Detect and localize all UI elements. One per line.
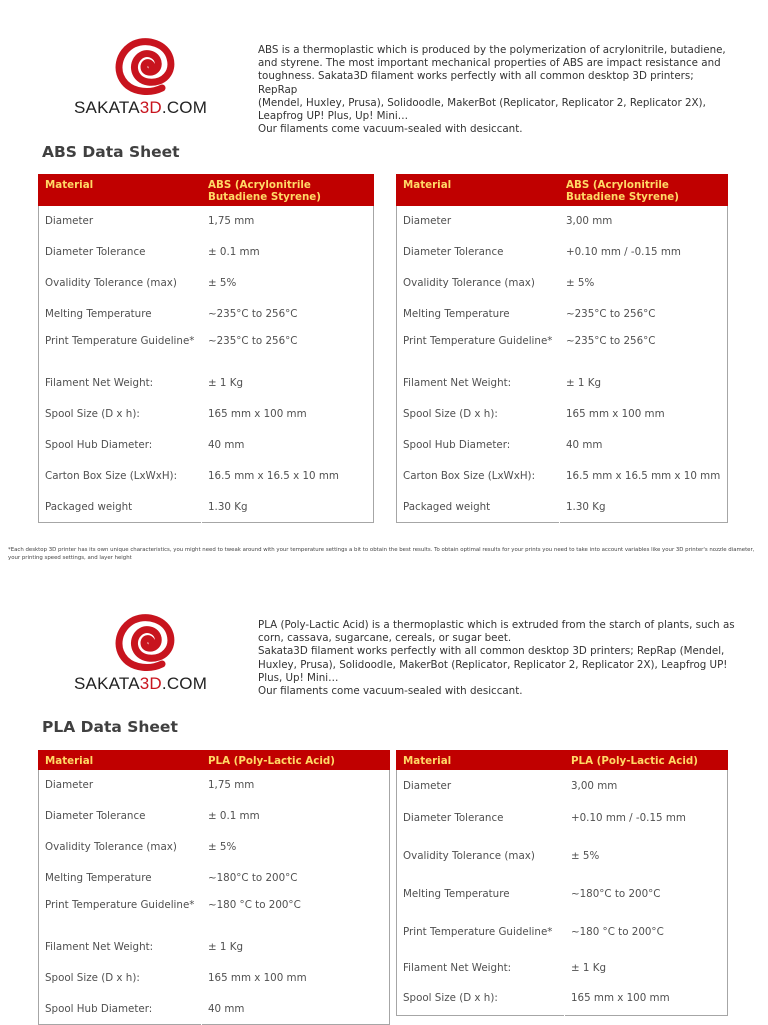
table-row <box>39 963 390 994</box>
property-value: 1,75 mm <box>208 779 255 792</box>
property-label: Diameter <box>397 206 560 237</box>
property-label: Ovalidity Tolerance (max) <box>397 268 560 299</box>
table-row <box>39 932 390 963</box>
property-label: Print Temperature Guideline* <box>39 894 202 932</box>
table-row <box>39 299 374 330</box>
property-label: Filament Net Weight: <box>39 368 202 399</box>
table-row <box>39 832 390 863</box>
property-value: ~235°C to 256°C <box>566 308 656 320</box>
table-row <box>397 834 728 878</box>
property-label: Diameter Tolerance <box>397 802 565 834</box>
property-value: ~180°C to 200°C <box>208 872 298 884</box>
pla-175-table <box>38 750 390 1025</box>
table-row <box>397 982 728 1016</box>
material-header: Material <box>397 751 565 770</box>
property-value: ± 1 Kg <box>208 377 244 389</box>
property-value: ~235°C to 256°C <box>566 334 656 347</box>
table-row <box>39 430 374 461</box>
property-label: Spool Size (D x h): <box>39 963 202 994</box>
table-row <box>397 206 728 237</box>
property-value: 165 mm x 100 mm <box>571 992 670 1005</box>
table-row <box>397 268 728 299</box>
property-label: Packaged weight <box>39 492 202 523</box>
property-label: Ovalidity Tolerance (max) <box>397 834 565 878</box>
property-value: 16.5 mm x 16.5 mm x 10 mm <box>566 470 721 482</box>
pla-300-table <box>396 750 728 1016</box>
table-row <box>39 863 390 894</box>
table-row <box>39 206 374 237</box>
table-row <box>39 461 374 492</box>
property-label: Melting Temperature <box>397 878 565 910</box>
property-label: Spool Size (D x h): <box>39 399 202 430</box>
property-label: Spool Size (D x h): <box>397 399 560 430</box>
property-value: ± 1 Kg <box>571 961 607 974</box>
table-row <box>397 878 728 910</box>
material-header: Material <box>39 175 202 206</box>
property-label: Packaged weight <box>397 492 560 523</box>
temperature-footnote: *Each desktop 3D printer has its own unique characteristics, you might need to tweak around with your temperature settings a bit to obtain the best results. To obtain optimal results for your prints you need to take into account variables like your 3D printer's nozzle diameter, your printing speed settings, and layer height <box>8 547 755 561</box>
property-value: ± 5% <box>566 277 595 289</box>
spiral-logo-icon <box>104 604 190 676</box>
property-label: Spool Hub Diameter: <box>39 430 202 461</box>
property-value: ~180 °C to 200°C <box>571 925 664 938</box>
table-row <box>39 894 390 932</box>
property-value: 3,00 mm <box>571 779 618 792</box>
table-header-row <box>39 751 390 770</box>
property-label: Print Temperature Guideline* <box>397 910 565 954</box>
material-value-header: PLA (Poly-Lactic Acid) <box>202 751 390 770</box>
table-row <box>39 399 374 430</box>
property-value: +0.10 mm / -0.15 mm <box>566 246 681 258</box>
property-value: 40 mm <box>208 439 245 451</box>
material-value-header: PLA (Poly-Lactic Acid) <box>565 751 728 770</box>
property-label: Filament Net Weight: <box>39 932 202 963</box>
property-label: Print Temperature Guideline* <box>397 330 560 368</box>
abs-300-table <box>396 174 728 523</box>
table-row <box>397 492 728 523</box>
table-row <box>397 461 728 492</box>
property-label: Diameter <box>397 770 565 802</box>
property-value: 165 mm x 100 mm <box>208 972 307 984</box>
sakata3d-logo <box>74 604 224 694</box>
table-row <box>39 801 390 832</box>
property-value: ± 0.1 mm <box>208 246 260 258</box>
table-row <box>39 268 374 299</box>
table-row <box>397 430 728 461</box>
table-row <box>397 802 728 834</box>
logo-wordmark: SAKATA3D.COM <box>74 674 208 693</box>
property-label: Diameter Tolerance <box>397 237 560 268</box>
property-value: +0.10 mm / -0.15 mm <box>571 811 686 824</box>
property-label: Diameter Tolerance <box>39 237 202 268</box>
property-label: Filament Net Weight: <box>397 368 560 399</box>
property-value: ~235°C to 256°C <box>208 308 298 320</box>
pla-section-title: PLA Data Sheet <box>42 718 178 736</box>
table-row <box>397 330 728 368</box>
property-label: Spool Hub Diameter: <box>39 994 202 1025</box>
pla-intro-text: PLA (Poly-Lactic Acid) is a thermoplastic which is extruded from the starch of plants, such as corn, cassava, sugarcane, cereals, or sugar beet. Sakata3D filament works perfectly with all common desktop 3D printers; RepRap (Mendel, Huxley, Prusa), Solidoodle, MakerBot (Replicator, Replicator 2, Replicator 2X), Leapfrog UP! Plus, Up! Mini… Our filaments come vacuum-sealed with desiccant. <box>258 619 735 698</box>
logo-wordmark: SAKATA3D.COM <box>74 98 208 117</box>
table-row <box>397 954 728 982</box>
property-label: Filament Net Weight: <box>397 954 565 982</box>
property-label: Ovalidity Tolerance (max) <box>39 832 202 863</box>
table-header-row <box>39 175 374 206</box>
property-label: Carton Box Size (LxWxH): <box>397 461 560 492</box>
property-label: Diameter <box>39 770 202 801</box>
abs-175-table <box>38 174 374 523</box>
property-value: ± 1 Kg <box>566 377 602 389</box>
table-row <box>397 299 728 330</box>
property-label: Diameter <box>39 206 202 237</box>
material-value-header: ABS (Acrylonitrile Butadiene Styrene) <box>560 175 728 206</box>
table-row <box>397 770 728 802</box>
property-value: ± 0.1 mm <box>208 810 260 822</box>
property-value: ~180 °C to 200°C <box>208 898 301 911</box>
property-value: 165 mm x 100 mm <box>208 408 307 420</box>
property-value: 1.30 Kg <box>208 500 248 513</box>
abs-section-title: ABS Data Sheet <box>42 143 180 161</box>
table-row <box>39 994 390 1025</box>
property-value: ± 5% <box>571 849 600 862</box>
property-label: Ovalidity Tolerance (max) <box>39 268 202 299</box>
spiral-logo-icon <box>104 28 190 100</box>
table-header-row <box>397 175 728 206</box>
property-label: Spool Size (D x h): <box>397 982 565 1016</box>
property-value: 1.30 Kg <box>566 500 606 513</box>
property-value: 1,75 mm <box>208 215 255 228</box>
property-value: ~235°C to 256°C <box>208 334 298 347</box>
table-row <box>39 237 374 268</box>
property-value: 165 mm x 100 mm <box>566 408 665 420</box>
property-value: ± 5% <box>208 841 237 853</box>
table-row <box>397 910 728 954</box>
material-value-header: ABS (Acrylonitrile Butadiene Styrene) <box>202 175 374 206</box>
property-value: 3,00 mm <box>566 215 613 228</box>
property-value: 16.5 mm x 16.5 x 10 mm <box>208 470 339 482</box>
property-label: Carton Box Size (LxWxH): <box>39 461 202 492</box>
table-row <box>397 399 728 430</box>
table-header-row <box>397 751 728 770</box>
property-label: Melting Temperature <box>39 299 202 330</box>
property-value: ~180°C to 200°C <box>571 887 661 900</box>
table-row <box>39 330 374 368</box>
property-value: ± 5% <box>208 277 237 289</box>
property-label: Diameter Tolerance <box>39 801 202 832</box>
table-row <box>397 237 728 268</box>
property-label: Print Temperature Guideline* <box>39 330 202 368</box>
table-row <box>39 770 390 801</box>
table-row <box>39 368 374 399</box>
sakata3d-logo <box>74 28 224 118</box>
property-value: 40 mm <box>566 439 603 451</box>
property-label: Spool Hub Diameter: <box>397 430 560 461</box>
table-row <box>39 492 374 523</box>
abs-intro-text: ABS is a thermoplastic which is produced by the polymerization of acrylonitrile, butadiene, and styrene. The most important mechanical properties of ABS are impact resistance and toughness. Sakata3D filament works perfectly with all common desktop 3D printers; RepRap (Mendel, Huxley, Prusa), Solidoodle, MakerBot (Replicator, Replicator 2, Replicator 2X), Leapfrog UP! Plus, Up! Mini… Our filaments come vacuum-sealed with desiccant. <box>258 44 726 136</box>
property-label: Melting Temperature <box>39 863 202 894</box>
property-value: ± 1 Kg <box>208 941 244 953</box>
material-header: Material <box>39 751 202 770</box>
property-label: Melting Temperature <box>397 299 560 330</box>
table-row <box>397 368 728 399</box>
material-header: Material <box>397 175 560 206</box>
property-value: 40 mm <box>208 1002 245 1015</box>
